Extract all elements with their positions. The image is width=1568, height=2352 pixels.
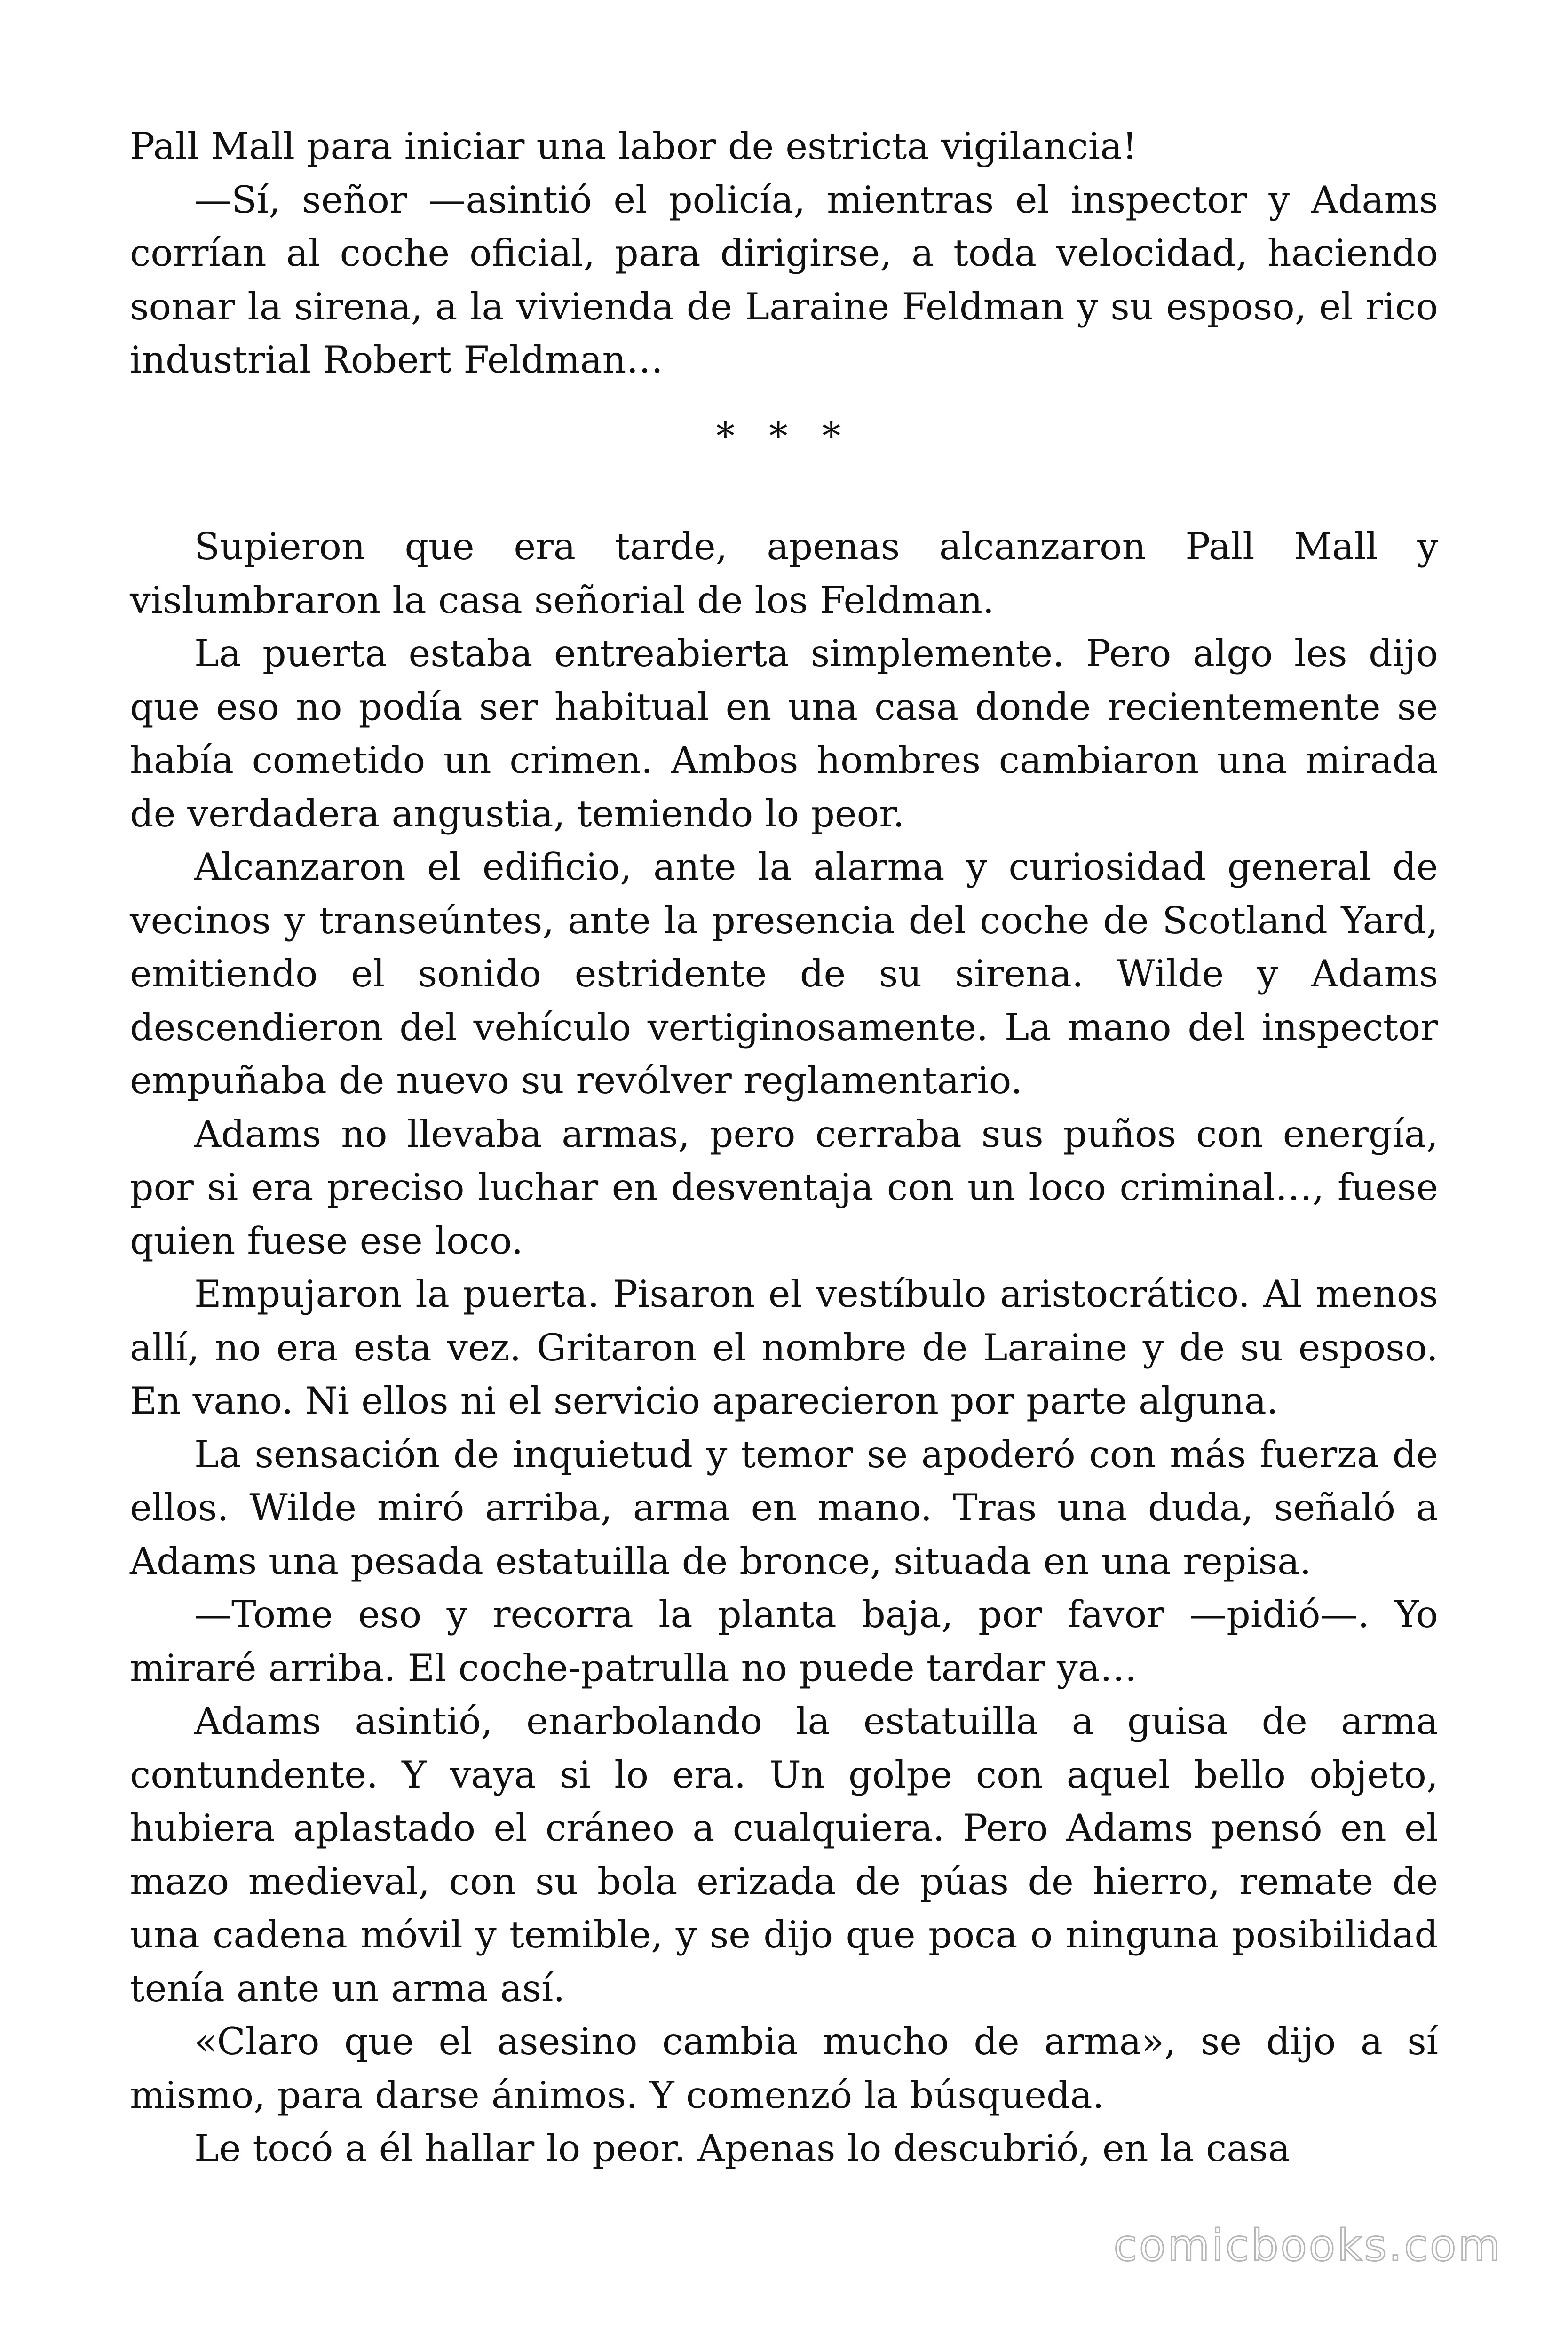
paragraph: Supieron que era tarde, apenas alcanzaron Pall Mall y vislumbraron la casa señorial de los Feldman.	[130, 525, 1438, 622]
paragraph: La sensación de inquietud y temor se apoderó con más fuerza de ellos. Wilde miró arriba, arma en mano. Tras una duda, señaló a Adams una pesada estatuilla de bronce, situada en una repisa.	[130, 1432, 1438, 1583]
paragraph: La puerta estaba entreabierta simplemente. Pero algo les dijo que eso no podía ser habitual en una casa donde recientemente se había cometido un crimen. Ambos hombres cambiaron una mirada de verdadera angustia, temiendo lo peor.	[130, 632, 1438, 835]
paragraph: Adams asintió, enarbolando la estatuilla a guisa de arma contundente. Y vaya si lo era. Un golpe con aquel bello objeto, hubiera aplastado el cráneo a cualquiera. Pero Adams pensó en el mazo medieval, con su bola erizada de púas de hierro, remate de una cadena móvil y temible, y se dijo que poca o ninguna posibilidad tenía ante un arma así.	[130, 1700, 1438, 2010]
book-page	[130, 120, 1438, 2176]
paragraph: —Sí, señor —asintió el policía, mientras el inspector y Adams corrían al coche oficial, para dirigirse, a toda velocidad, haciendo sonar la sirena, a la vivienda de Laraine Feldman y su esposo, el rico industrial Robert Feldman…	[130, 178, 1438, 381]
paragraph: Adams no llevaba armas, pero cerraba sus puños con energía, por si era preciso luchar en desventaja con un loco criminal…, fuese quien fuese ese loco.	[130, 1112, 1438, 1263]
watermark-logo: comicbooks.com	[1113, 2220, 1502, 2271]
paragraph: Empujaron la puerta. Pisaron el vestíbulo aristocrático. Al menos allí, no era esta vez. Gritaron el nombre de Laraine y de su esposo. En vano. Ni ellos ni el servicio aparecieron por parte alguna.	[130, 1272, 1438, 1422]
paragraph: —Tome eso y recorra la planta baja, por favor —pidió—. Yo miraré arriba. El coche-patrulla no puede tardar ya…	[130, 1593, 1438, 1690]
paragraph-continuation: Pall Mall para iniciar una labor de estricta vigilancia!	[130, 125, 1137, 168]
paragraph: «Claro que el asesino cambia mucho de arma», se dijo a sí mismo, para darse ánimos. Y comenzó la búsqueda.	[130, 2020, 1438, 2117]
paragraph: Alcanzaron el edificio, ante la alarma y curiosidad general de vecinos y transeúntes, ante la presencia del coche de Scotland Yard, emitiendo el sonido estridente de su sirena. Wilde y Adams descendieron del vehículo vertiginosamente. La mano del inspector empuñaba de nuevo su revólver reglamentario.	[130, 845, 1438, 1102]
section-separator: * * *	[716, 414, 852, 458]
paragraph-last: Le tocó a él hallar lo peor. Apenas lo descubrió, en la casa	[194, 2127, 1291, 2170]
